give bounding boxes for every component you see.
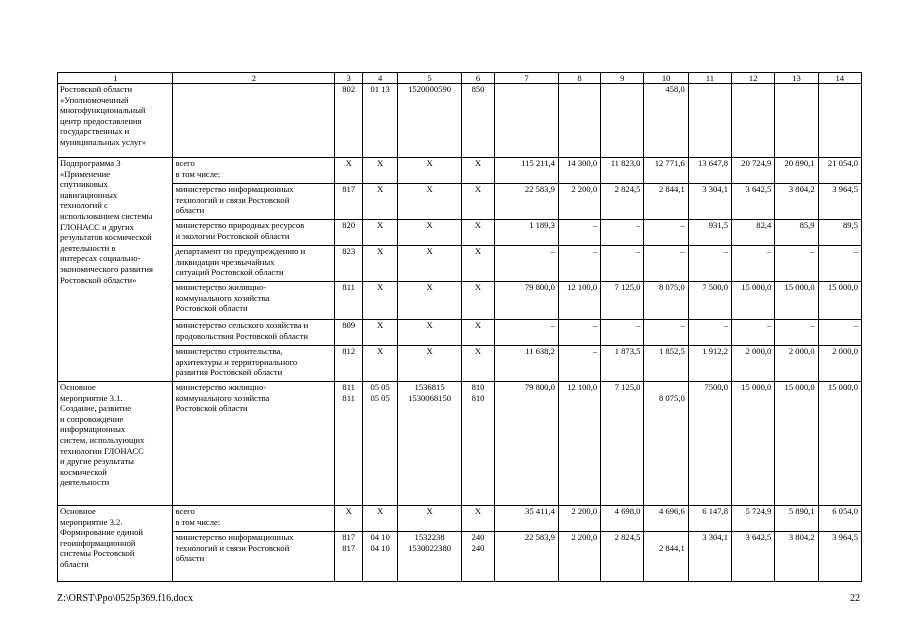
table-cell: 1 873,5: [601, 346, 644, 382]
cell-line: интересах социально-: [60, 253, 141, 264]
table-cell: 7 500,0: [688, 282, 731, 320]
table-cell: X: [335, 506, 363, 532]
cell-line: технологий с: [60, 200, 108, 211]
cell-line: министерство строительства,: [175, 346, 283, 356]
cell-line: геоинформационной: [60, 537, 136, 548]
cell-line: 817: [342, 532, 356, 542]
table-cell: 3 804,2: [775, 184, 818, 220]
table-cell: –: [818, 320, 861, 346]
table-cell: 01 13: [363, 84, 398, 158]
cell-line: в том числе:: [175, 516, 221, 527]
table-cell: –: [495, 320, 559, 346]
table-cell: 2 824,5: [601, 184, 644, 220]
table-cell: 14 300,0: [558, 158, 600, 184]
table-row: [58, 320, 862, 346]
cell-line: области: [60, 558, 89, 569]
table-cell: X: [398, 220, 462, 246]
table-row: [58, 282, 862, 320]
activity-title: [58, 506, 173, 582]
cell-line: Подпрограмма 3: [60, 158, 121, 168]
table-cell: 812: [335, 346, 363, 382]
table-cell: 931,5: [688, 220, 731, 246]
cell-line: спутниковых: [60, 179, 108, 190]
table-cell: 2 200,0: [558, 532, 600, 582]
cell-line: системы Ростовской: [60, 548, 135, 559]
cell-line: мероприятие 3.2.: [60, 516, 123, 527]
table-cell: [335, 382, 363, 506]
table-cell: 35 411,4: [495, 506, 559, 532]
cell-line: центр предоставления: [60, 115, 142, 126]
cell-line: использованием системы: [60, 210, 153, 221]
table-cell: –: [558, 320, 600, 346]
table-cell: X: [462, 158, 495, 184]
cell-line: департамент по предупреждению и: [175, 246, 306, 256]
table-cell: 21 054,0: [818, 158, 861, 184]
cell-line: ГЛОНАСС и других: [60, 221, 134, 232]
table-cell: 82,4: [732, 220, 775, 246]
table-cell: X: [363, 220, 398, 246]
cell-line: 1536815: [414, 382, 445, 392]
cell-line: «Применение: [60, 168, 111, 179]
table-cell: [775, 84, 818, 158]
cell-line: области: [175, 553, 205, 564]
cell-line: и сопровождение: [60, 413, 124, 424]
table-cell: 3 304,1: [688, 532, 731, 582]
table-cell: –: [818, 246, 861, 282]
column-header: 8: [558, 73, 600, 84]
table-cell: X: [398, 184, 462, 220]
cell-line: муниципальных услуг»: [60, 136, 147, 147]
table-cell: 1 912,2: [688, 346, 731, 382]
table-cell: X: [398, 282, 462, 320]
table-cell: 817: [335, 184, 363, 220]
table-cell: 1 189,3: [495, 220, 559, 246]
cell-line: 240: [471, 542, 485, 553]
table-cell: 809: [335, 320, 363, 346]
table-cell: 458,0: [644, 84, 688, 158]
table-cell: 15 000,0: [818, 382, 861, 506]
table-cell: 89,5: [818, 220, 861, 246]
cell-line: технологий и связи Ростовской: [175, 542, 290, 553]
table-cell: X: [462, 346, 495, 382]
cell-line: ситуаций Ростовской области: [175, 267, 284, 278]
table-row: [58, 346, 862, 382]
table-cell: 3 642,5: [732, 184, 775, 220]
table-row: [58, 158, 862, 184]
cell-line: развития Ростовской области: [175, 367, 283, 378]
column-header: 2: [173, 73, 335, 84]
column-header: 9: [601, 73, 644, 84]
table-cell: 12 771,6: [644, 158, 688, 184]
table-cell: X: [363, 346, 398, 382]
cell-line: Ростовской области: [60, 84, 133, 94]
table-cell: 6 054,0: [818, 506, 861, 532]
cell-line: 811: [342, 382, 355, 392]
cell-line: коммунального хозяйства: [175, 392, 270, 403]
cell-line: систем, использующих: [60, 434, 145, 445]
cell-line: Ростовской области»: [60, 274, 137, 285]
table-cell: 3 642,5: [732, 532, 775, 582]
table-cell: –: [775, 246, 818, 282]
table-cell: X: [462, 320, 495, 346]
cell-line: Ростовской области: [175, 403, 248, 414]
table-cell: [601, 84, 644, 158]
table-cell: [363, 532, 398, 582]
table-cell: X: [363, 246, 398, 282]
table-cell: [173, 158, 335, 184]
table-cell: 6 147,8: [688, 506, 731, 532]
table-cell: 3 964,5: [818, 532, 861, 582]
table-cell: 20 724,9: [732, 158, 775, 184]
cell-line: министерство жилищно-: [175, 282, 267, 292]
cell-line: области: [175, 205, 205, 216]
cell-line: деятельности: [60, 477, 110, 488]
table-cell: 7 125,0: [601, 282, 644, 320]
table-cell: 2 000,0: [818, 346, 861, 382]
cell-line: «Уполномоченный: [60, 94, 129, 105]
table-cell: –: [732, 320, 775, 346]
cell-line: 1530022380: [408, 542, 452, 553]
table-cell: X: [363, 184, 398, 220]
table-row: [58, 184, 862, 220]
table-cell: [173, 84, 335, 158]
budget-table: [57, 72, 862, 582]
table-cell: –: [644, 246, 688, 282]
table-cell: 7 125,0: [601, 382, 644, 506]
table-cell: –: [601, 320, 644, 346]
column-header: 11: [688, 73, 731, 84]
table-cell: 2 844,1: [644, 532, 688, 582]
table-cell: 22 583,9: [495, 532, 559, 582]
cell-line: 05 05: [370, 392, 390, 403]
cell-line: навигационных: [60, 189, 118, 200]
table-cell: 12 100,0: [558, 382, 600, 506]
cell-line: и другие результаты: [60, 456, 134, 467]
cell-line: Создание, развитие: [60, 403, 132, 414]
table-cell: 2 824,5: [601, 532, 644, 582]
table-cell: –: [558, 246, 600, 282]
table-cell: –: [732, 246, 775, 282]
table-cell: 22 583,9: [495, 184, 559, 220]
table-cell: [462, 532, 495, 582]
table-cell: 15 000,0: [775, 282, 818, 320]
cell-line: Ростовской области: [175, 303, 248, 314]
page-number: 22: [850, 593, 860, 604]
cell-line: результатов космической: [60, 232, 152, 243]
table-cell: 11 638,2: [495, 346, 559, 382]
table-cell: [173, 246, 335, 282]
column-header: 3: [335, 73, 363, 84]
table-cell: –: [688, 320, 731, 346]
table-cell: [173, 382, 335, 506]
table-cell: –: [601, 220, 644, 246]
cell-line: министерство природных ресурсов: [175, 220, 305, 230]
table-cell: X: [363, 320, 398, 346]
table-cell: [173, 282, 335, 320]
table-cell: 2 000,0: [732, 346, 775, 382]
cell-line: коммунального хозяйства: [175, 292, 270, 303]
cell-line: 810: [471, 392, 485, 403]
table-cell: 823: [335, 246, 363, 282]
table-cell: 3 304,1: [688, 184, 731, 220]
cell-line: 05 05: [370, 382, 390, 392]
table-cell: 15 000,0: [732, 282, 775, 320]
table-cell: –: [775, 320, 818, 346]
table-cell: [58, 84, 173, 158]
column-header: 14: [818, 73, 861, 84]
table-cell: 13 647,8: [688, 158, 731, 184]
table-row: [58, 506, 862, 532]
cell-line: технологии ГЛОНАСС: [60, 445, 144, 456]
table-cell: X: [462, 506, 495, 532]
table-cell: [462, 382, 495, 506]
table-cell: 2 200,0: [558, 506, 600, 532]
table-cell: [335, 532, 363, 582]
table-cell: –: [644, 320, 688, 346]
table-cell: 5 724,9: [732, 506, 775, 532]
table-cell: 8 075,0: [644, 382, 688, 506]
table-cell: 15 000,0: [732, 382, 775, 506]
table-cell: [173, 346, 335, 382]
table-cell: 79 800,0: [495, 282, 559, 320]
cell-line: экономического развития: [60, 263, 153, 274]
table-cell: –: [688, 246, 731, 282]
table-cell: 1 852,5: [644, 346, 688, 382]
table-cell: X: [363, 282, 398, 320]
table-cell: 79 800,0: [495, 382, 559, 506]
table-cell: X: [398, 158, 462, 184]
cell-line: архитектуры и территориального: [175, 356, 298, 367]
table-cell: 115 211,4: [495, 158, 559, 184]
table-cell: 2 844,1: [644, 184, 688, 220]
cell-line: Основное: [60, 506, 96, 516]
table-cell: 15 000,0: [818, 282, 861, 320]
cell-line: 811: [342, 392, 355, 403]
column-header: 4: [363, 73, 398, 84]
table-cell: 4 696,6: [644, 506, 688, 532]
table-cell: 3 804,2: [775, 532, 818, 582]
cell-line: министерство информационных: [175, 532, 294, 542]
table-cell: 802: [335, 84, 363, 158]
column-header: 13: [775, 73, 818, 84]
cell-line: министерство сельского хозяйства и: [175, 320, 309, 330]
table-row: [58, 382, 862, 506]
table-row: [58, 246, 862, 282]
cell-line: многофункциональный: [60, 105, 146, 116]
table-cell: –: [644, 220, 688, 246]
cell-line: в том числе:: [175, 168, 221, 179]
cell-line: государственных и: [60, 126, 130, 137]
table-cell: 3 964,5: [818, 184, 861, 220]
table-cell: X: [462, 220, 495, 246]
cell-line: космической: [60, 466, 107, 477]
cell-line: Формирование единой: [60, 527, 143, 538]
table-cell: [398, 532, 462, 582]
cell-line: продовольствия Ростовской области: [175, 330, 308, 341]
table-cell: X: [462, 184, 495, 220]
activity-title: [58, 382, 173, 506]
table-cell: X: [398, 506, 462, 532]
table-cell: 811: [335, 282, 363, 320]
table-row: [58, 220, 862, 246]
table-cell: 8 075,0: [644, 282, 688, 320]
table-cell: X: [398, 320, 462, 346]
table-cell: 1520000590: [398, 84, 462, 158]
header-row: [58, 73, 862, 84]
table-cell: X: [462, 282, 495, 320]
cell-line: ликвидации чрезвычайных: [175, 256, 275, 267]
table-cell: 2 000,0: [775, 346, 818, 382]
table-cell: [173, 184, 335, 220]
table-cell: –: [558, 346, 600, 382]
cell-line: всего: [175, 506, 195, 516]
table-cell: [173, 506, 335, 532]
table-cell: X: [363, 506, 398, 532]
cell-line: 1532238: [414, 532, 445, 542]
table-cell: [363, 382, 398, 506]
cell-line: мероприятие 3.1.: [60, 392, 123, 403]
table-row: [58, 84, 862, 158]
table-cell: 4 698,0: [601, 506, 644, 532]
column-header: 12: [732, 73, 775, 84]
cell-line: деятельности в: [60, 242, 116, 253]
table-cell: X: [335, 158, 363, 184]
table-cell: 5 890,1: [775, 506, 818, 532]
column-header: 6: [462, 73, 495, 84]
table-cell: [732, 84, 775, 158]
column-header: 1: [58, 73, 173, 84]
cell-line: технологий и связи Ростовской: [175, 194, 290, 205]
cell-line: 810: [471, 382, 485, 392]
cell-line: информационных: [60, 424, 126, 435]
table-cell: [688, 84, 731, 158]
cell-line: 817: [342, 542, 356, 553]
table-cell: [818, 84, 861, 158]
table-cell: 7500,0: [688, 382, 731, 506]
table-cell: 15 000,0: [775, 382, 818, 506]
column-header: 10: [644, 73, 688, 84]
table-row: [58, 532, 862, 582]
table-cell: [495, 84, 559, 158]
table-cell: X: [363, 158, 398, 184]
cell-line: 1530068150: [408, 392, 452, 403]
table-cell: –: [558, 220, 600, 246]
table-cell: 20 890,1: [775, 158, 818, 184]
table-cell: 850: [462, 84, 495, 158]
cell-line: всего: [175, 158, 195, 168]
table-cell: 820: [335, 220, 363, 246]
cell-line: 04 10: [370, 542, 390, 553]
table-cell: –: [601, 246, 644, 282]
subprogram-title: [58, 158, 173, 382]
column-header: 7: [495, 73, 559, 84]
table-cell: [173, 220, 335, 246]
table-cell: –: [495, 246, 559, 282]
table-cell: 2 200,0: [558, 184, 600, 220]
table-cell: X: [398, 346, 462, 382]
table-cell: [398, 382, 462, 506]
table-cell: [173, 320, 335, 346]
table-cell: X: [462, 246, 495, 282]
table-cell: 12 100,0: [558, 282, 600, 320]
table-cell: [558, 84, 600, 158]
table-cell: 85,9: [775, 220, 818, 246]
cell-line: Основное: [60, 382, 96, 392]
cell-line: министерство информационных: [175, 184, 294, 194]
document-path: Z:\ORST\Ppo\0525p369.f16.docx: [57, 593, 194, 604]
cell-line: и экологии Ростовской области: [175, 230, 290, 241]
column-header: 5: [398, 73, 462, 84]
table-cell: X: [398, 246, 462, 282]
table-cell: 11 823,0: [601, 158, 644, 184]
table-cell: [173, 532, 335, 582]
cell-line: министерство жилищно-: [175, 382, 267, 392]
cell-line: 04 10: [370, 532, 390, 542]
cell-line: 240: [471, 532, 485, 542]
